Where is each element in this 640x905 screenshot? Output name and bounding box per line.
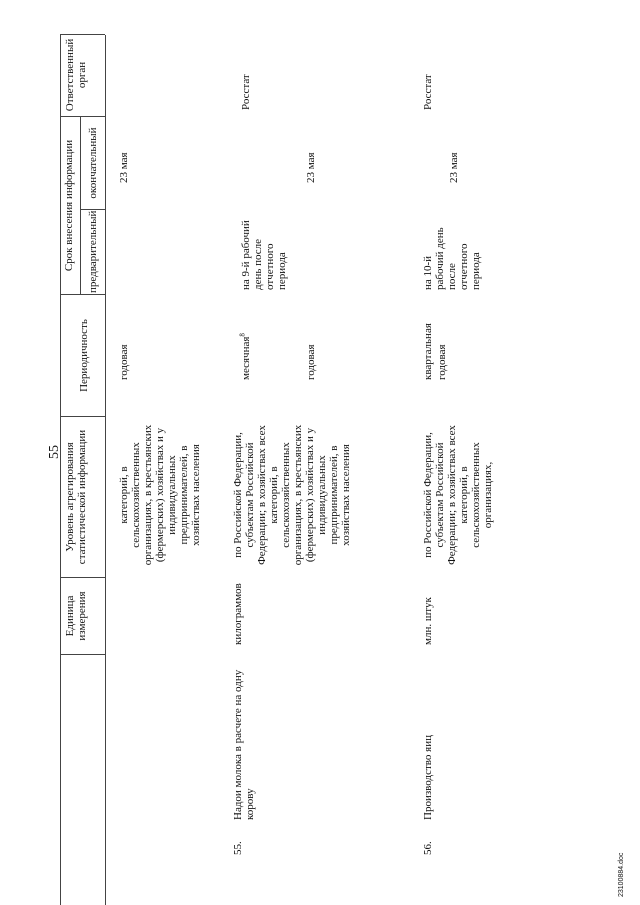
table-top-border <box>60 35 61 905</box>
header-deadline: Срок внесения информации <box>63 139 75 272</box>
col-sep-periodicity-right <box>60 294 105 295</box>
header-bottom-border <box>105 35 106 905</box>
row55-name: Надои молока в расчете на одну корову <box>232 669 256 820</box>
header-responsible: Ответственный орган <box>64 38 88 112</box>
row55-final: 23 мая <box>305 152 317 183</box>
deadline-subheader-line <box>80 117 81 295</box>
row55-periodicity-annual: годовая <box>305 344 317 380</box>
row56-unit: млн. штук <box>422 597 434 645</box>
row55-responsible: Росстат <box>240 74 252 110</box>
row55-periodicity-monthly <box>240 300 252 380</box>
row55-preliminary: на 9-й рабочий день после отчетного периода <box>240 220 288 290</box>
row55-unit: килограммов <box>232 583 244 645</box>
col-sep-unit-left <box>60 654 105 655</box>
header-periodicity: Периодичность <box>78 319 90 392</box>
header-preliminary: предварительный <box>87 210 99 293</box>
row56-responsible: Росстат <box>422 74 434 110</box>
header-aggregation: Уровень агрегирования статистической информации <box>64 429 88 565</box>
col-sep-aggregation-right <box>60 416 105 417</box>
col-sep-responsible-right <box>60 34 105 35</box>
footer-document-id: 23100884.doc <box>618 852 625 897</box>
row56-periodicity-quarterly: квартальная <box>422 323 434 380</box>
row55-footnote-mark: 8 <box>238 333 247 337</box>
row1-periodicity: годовая <box>118 344 130 380</box>
header-final: окончательный <box>87 127 99 199</box>
col-sep-preliminary-right <box>80 209 105 210</box>
row56-number: 56. <box>422 841 434 855</box>
row55-number: 55. <box>232 841 244 855</box>
row56-name: Производство яиц <box>422 735 434 820</box>
row1-aggregation: категорий, в сельскохозяйственных организациях, в крестьянских (фермерских) хозяйствах и у индивидуальных предпринимателей, в хозяйствах населения <box>118 424 202 566</box>
header-unit: Единица измерения <box>64 591 88 641</box>
row55-aggregation: по Российской Федерации, субъектам Российской Федерации; в хозяйствах всех категорий, в сельскохозяйственных организациях, в крестьянских (фермерских) хозяйствах и у индивидуальных предпринимателей, в хозяйствах населения <box>232 424 352 566</box>
row1-final: 23 мая <box>118 152 130 183</box>
page-number: 55 <box>47 445 62 459</box>
row56-preliminary: на 10-й рабочий день после отчетного периода <box>422 227 482 290</box>
row56-final: 23 мая <box>448 152 460 183</box>
row55-periodicity-monthly-text: месячная <box>240 336 252 380</box>
row56-aggregation: по Российской Федерации, субъектам Российской Федерации; в хозяйствах всех категорий, в сельскохозяйственных организациях, <box>422 425 494 565</box>
row56-periodicity-annual: годовая <box>436 344 448 380</box>
col-sep-unit-right <box>60 577 105 578</box>
col-sep-deadline-right <box>60 116 105 117</box>
